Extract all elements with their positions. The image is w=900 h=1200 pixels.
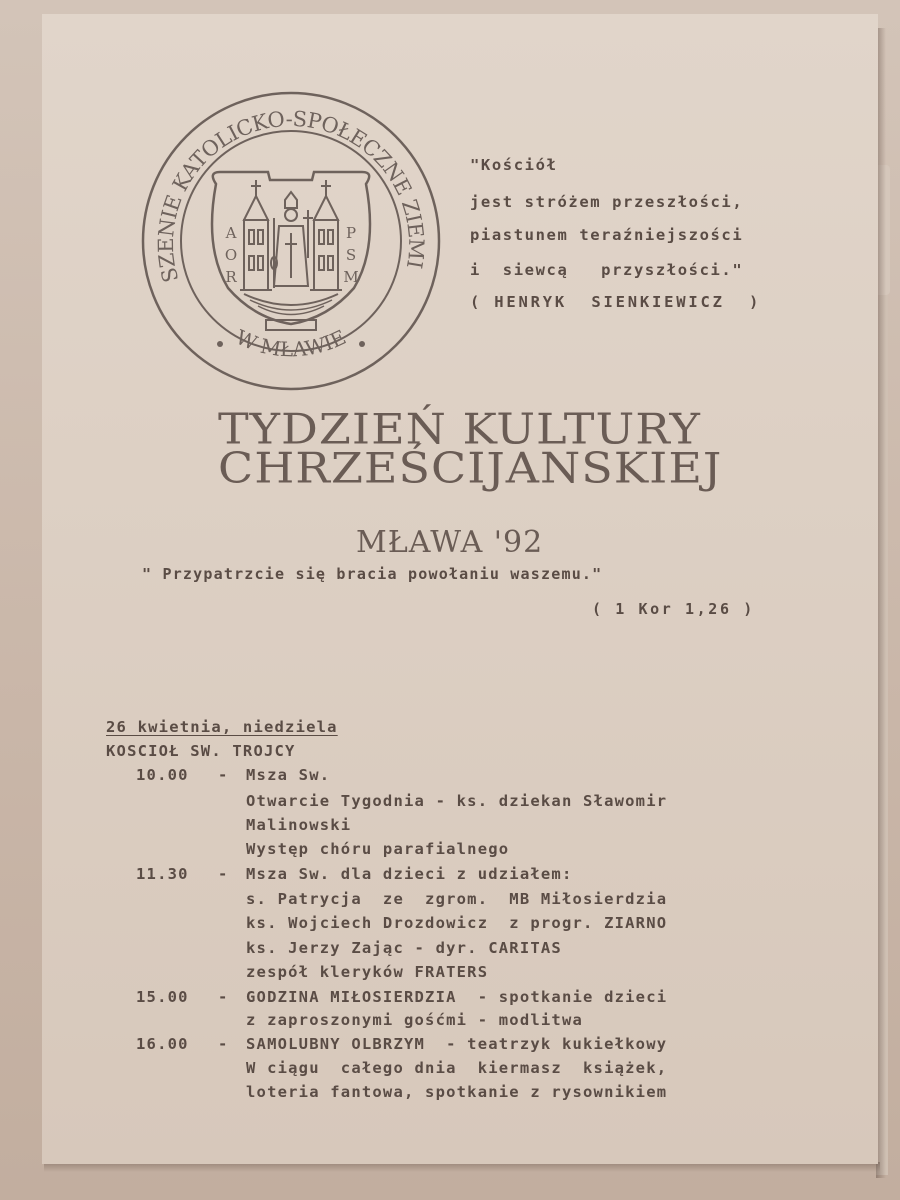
event-line: z zaproszonymi gośćmi - modlitwa	[246, 1011, 584, 1029]
tower-right-icon	[310, 180, 342, 290]
event-line: GODZINA MIŁOSIERDZIA - spotkanie dzieci	[246, 988, 668, 1006]
event-location-year: MŁAWA '92	[356, 525, 544, 560]
event-dash: -	[218, 1035, 229, 1053]
event-line: Otwarcie Tygodnia - ks. dziekan Sławomir	[246, 792, 668, 810]
tower-left-icon	[240, 180, 272, 290]
association-seal	[138, 88, 444, 394]
event-line: W ciągu całego dnia kiermasz książek,	[246, 1059, 668, 1077]
quote-attribution: ( HENRYK SIENKIEWICZ )	[470, 293, 762, 311]
seal-letter-left: A	[225, 224, 237, 242]
event-line: s. Patrycja ze zgrom. MB Miłosierdzia	[246, 890, 668, 908]
event-time: 11.30	[136, 865, 189, 883]
seal-letter-right: P	[345, 224, 357, 242]
quote-line: piastunem teraźniejszości	[470, 226, 744, 244]
schedule-place: KOSCIOŁ SW. TROJCY	[106, 742, 296, 760]
quote-line: "Kościół	[470, 156, 558, 174]
event-line: Malinowski	[246, 816, 352, 834]
event-time: 15.00	[136, 988, 189, 1006]
event-dash: -	[218, 865, 229, 883]
quote-line: jest stróżem przeszłości,	[470, 193, 744, 211]
event-title-line1: TYDZIEŃ KULTURY	[218, 404, 701, 454]
bishop-figure-icon	[271, 192, 313, 288]
schedule-date: 26 kwietnia, niedziela	[106, 718, 338, 736]
event-time: 16.00	[136, 1035, 189, 1053]
event-line: zespół kleryków FRATERS	[246, 963, 489, 981]
seal-dot-left	[217, 341, 223, 347]
event-line: loteria fantowa, spotkanie z rysownikiem	[246, 1083, 668, 1101]
event-dash: -	[218, 766, 229, 784]
event-line: Występ chóru parafialnego	[246, 840, 510, 858]
motto-quote: " Przypatrzcie się bracia powołaniu waszemu."	[142, 565, 603, 583]
seal-letter-left: O	[224, 246, 238, 264]
event-line: Msza Sw.	[246, 766, 331, 784]
seal-graphic	[138, 88, 444, 394]
seal-ring-text-bottom: W MŁAWIE	[232, 324, 350, 362]
event-dash: -	[218, 988, 229, 1006]
event-line: ks. Jerzy Zając - dyr. CARITAS	[246, 939, 562, 957]
motto-verse-reference: ( 1 Kor 1,26 )	[592, 600, 755, 618]
quote-line: i siewcą przyszłości."	[470, 261, 744, 279]
event-line: ks. Wojciech Drozdowicz z progr. ZIARNO	[246, 914, 668, 932]
event-line: Msza Sw. dla dzieci z udziałem:	[246, 865, 573, 883]
seal-letter-right: M	[343, 268, 359, 286]
seal-letter-left: R	[225, 268, 237, 286]
event-line: SAMOLUBNY OLBRZYM - teatrzyk kukiełkowy	[246, 1035, 668, 1053]
seal-letter-right: S	[345, 246, 357, 264]
seal-dot-right	[359, 341, 365, 347]
seal-ring-text-top: SZENIE KATOLICKO-SPOŁECZNE ZIEMI	[153, 106, 429, 285]
event-time: 10.00	[136, 766, 189, 784]
event-title-line2: CHRZEŚCIJANSKIEJ	[218, 443, 723, 493]
